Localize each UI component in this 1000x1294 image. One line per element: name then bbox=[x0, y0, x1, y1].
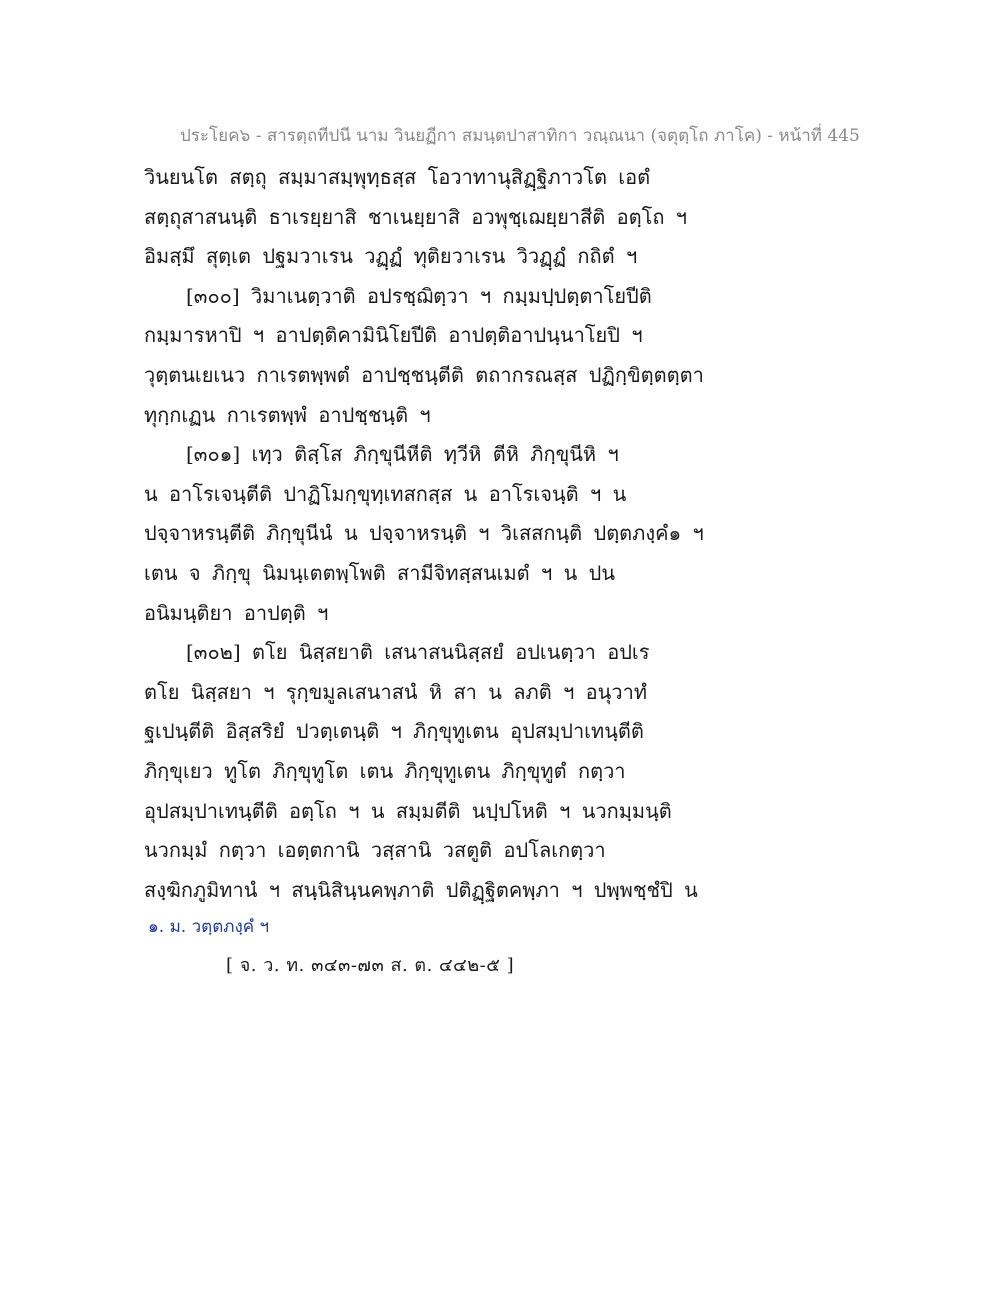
body-line: ทุกฺกเฏน กาเรตพฺพํ อาปชฺชนฺติ ฯ bbox=[144, 402, 431, 427]
paragraph-301-start: [๓๐๑] เทฺว ติสฺโส ภิกฺขุนีหีติ ทฺวีหิ ตีหิ ภิกฺขุนีหิ ฯ bbox=[186, 442, 619, 467]
source-reference: [ จ. ว. ท. ๓๔๓-๗๓ ส. ต. ๔๔๒-๕ ] bbox=[226, 955, 515, 976]
body-line: สตฺถุสาสนนฺติ ธาเรยฺยาสิ ชาเนยฺยาสิ อวพุชฺเฌยฺยาสีติ อตฺโถ ฯ bbox=[144, 204, 688, 229]
body-line: สงฺฆิกภูมิทานํ ฯ สนฺนิสินฺนคพฺภาติ ปติฏฺฐิตคพฺภา ฯ ปพฺพชฺชํปิ น bbox=[144, 877, 698, 902]
footnote: ๑. ม. วตฺตภงฺคํ ฯ bbox=[148, 917, 270, 937]
body-line: กมฺมารหาปิ ฯ อาปตฺติคามินิโยปีติ อาปตฺติอาปนฺนาโยปิ ฯ bbox=[144, 323, 643, 348]
body-text bbox=[144, 158, 704, 910]
body-line: อนิมนฺติยา อาปตฺติ ฯ bbox=[144, 600, 329, 625]
body-line: เตน จ ภิกฺขุ นิมนฺเตตพฺโพติ สามีจิทสฺสนเมตํ ฯ น ปน bbox=[144, 560, 616, 585]
body-line: ปจฺจาหรนฺตีติ ภิกฺขุนีนํ น ปจฺจาหรนฺติ ฯ วิเสสกนฺติ ปตฺตภงฺคํ๑ ฯ bbox=[144, 521, 704, 546]
paragraph-302-start: [๓๐๒] ตโย นิสฺสยาติ เสนาสนนิสฺสยํ อปเนตฺวา อปเร bbox=[186, 640, 650, 665]
body-line: ฐเปนฺตีติ อิสฺสริยํ ปวตฺเตนฺติ ฯ ภิกฺขุทูเตน อุปสมฺปาเทนฺตีติ bbox=[144, 719, 644, 744]
body-line: อิมสฺมึ สุตฺเต ปฐมวาเรน วฏฺฏํ ทุติยวาเรน วิวฏฺฏํ กถิตํ ฯ bbox=[144, 244, 638, 269]
paragraph-300-start: [๓๐๐] วิมาเนตฺวาติ อปรชฺฌิตฺวา ฯ กมฺมปฺปตฺตาโยปีติ bbox=[186, 283, 652, 308]
body-line: น อาโรเจนฺตีติ ปาฏิโมกฺขุทฺเทสกสฺส น อาโรเจนฺติ ฯ น bbox=[144, 481, 627, 506]
body-line: นวกมฺมํ กตฺวา เอตฺตกานิ วสฺสานิ วสตูติ อปโลเกตฺวา bbox=[144, 838, 606, 863]
body-line: วินยนโต สตฺถุ สมฺมาสมฺพุทฺธสฺส โอวาทานุสิฏฺฐิภาวโต เอตํ bbox=[144, 165, 651, 189]
body-line: ภิกฺขุเยว ทูโต ภิกฺขุทูโต เตน ภิกฺขุทูเตน ภิกฺขุทูตํ กตฺวา bbox=[144, 758, 626, 783]
body-line: อุปสมฺปาเทนฺตีติ อตฺโถ ฯ น สมฺมตีติ นปฺปโหติ ฯ นวกมฺมนฺติ bbox=[144, 798, 672, 823]
body-line: วุตฺตนเยเนว กาเรตพฺพตํ อาปชฺชนฺตีติ ตถากรณสฺส ปฏิกฺขิตฺตตฺตา bbox=[144, 362, 704, 387]
running-header: ประโยค๖ - สารตฺถทีปนี นาม วินยฏีกา สมนฺตปาสาทิกา วณฺณนา (จตุตฺโถ ภาโค) - หน้าที่ 445 bbox=[180, 126, 860, 146]
body-line: ตโย นิสฺสยา ฯ รุกฺขมูลเสนาสนํ หิ สา น ลภติ ฯ อนุวาทํ bbox=[144, 679, 647, 704]
